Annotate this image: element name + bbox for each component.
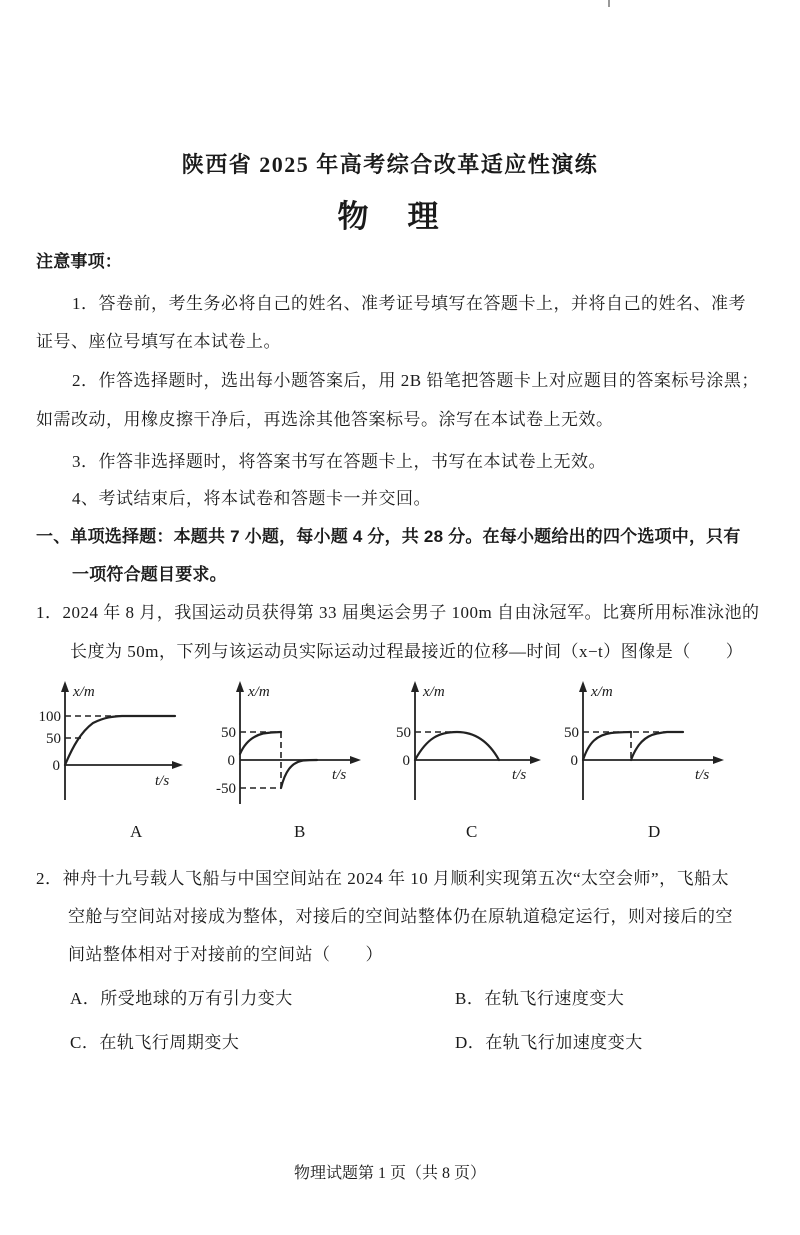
graph-a-xlabel: t/s (155, 773, 170, 789)
graph-a-curve (65, 716, 175, 765)
graph-a-tick-50: 50 (46, 731, 61, 747)
graph-label-d: D (648, 822, 661, 841)
graph-label-c: C (466, 822, 478, 841)
graph-c-xlabel: t/s (512, 767, 527, 783)
graph-a-x-arrow-icon (172, 761, 183, 769)
graph-b-curve-2 (281, 760, 317, 788)
graph-b-curve-1 (240, 732, 281, 754)
notice-line-3: 3．作答非选择题时，将答案书写在答题卡上，书写在本试卷上无效。 (72, 452, 606, 471)
graph-c-curve (415, 732, 499, 760)
graph-option-b (205, 678, 380, 810)
graph-c-x-arrow-icon (530, 756, 541, 764)
graph-d-tick-50: 50 (564, 725, 579, 741)
section1-heading-line2: 一项符合题目要求。 (72, 565, 227, 584)
notice-heading: 注意事项： (36, 252, 122, 271)
notice-line-1a: 1．答卷前，考生务必将自己的姓名、准考证号填写在答题卡上，并将自己的姓名、准考 (72, 294, 746, 313)
graph-b-x-arrow-icon (350, 756, 361, 764)
graph-c-y-arrow-icon (411, 681, 419, 692)
graph-d-ylabel: x/m (591, 684, 613, 700)
question2-option-b: B．在轨飞行速度变大 (455, 989, 625, 1008)
graph-d-xlabel: t/s (695, 767, 710, 783)
graph-b-y-arrow-icon (236, 681, 244, 692)
graph-b-tick-50: 50 (221, 725, 236, 741)
graph-a-tick-100: 100 (38, 709, 61, 725)
graph-a-tick-0: 0 (52, 758, 60, 774)
exam-title: 陕西省 2025 年高考综合改革适应性演练 (181, 152, 599, 177)
graph-d-curve-1 (583, 732, 631, 760)
question2-option-d: D．在轨飞行加速度变大 (455, 1033, 643, 1052)
graph-b-ylabel: x/m (248, 684, 270, 700)
section1-heading-line1: 一、单项选择题：本题共 7 小题，每小题 4 分，共 28 分。在每小题给出的四个选项中，只有 (36, 527, 741, 546)
graph-b-tick-neg50: -50 (216, 781, 236, 797)
graph-option-a (25, 678, 200, 810)
question1-line2: 长度为 50m，下列与该运动员实际运动过程最接近的位移—时间（x−t）图像是（ ） (70, 642, 744, 661)
graph-a-y-arrow-icon (61, 681, 69, 692)
graph-c-ylabel: x/m (423, 684, 445, 700)
graph-label-b: B (294, 822, 306, 841)
graph-a-ylabel: x/m (73, 684, 95, 700)
graph-label-a: A (130, 822, 143, 841)
page-footer: 物理试题第 1 页（共 8 页） (293, 1165, 486, 1182)
notice-line-1b: 证号、座位号填写在本试卷上。 (36, 332, 281, 351)
notice-line-4: 4、考试结束后，将本试卷和答题卡一并交回。 (72, 489, 431, 508)
question2-line2: 空舱与空间站对接成为整体，对接后的空间站整体仍在原轨道稳定运行，则对接后的空 (68, 907, 733, 926)
graph-c-tick-50: 50 (396, 725, 411, 741)
question1-line1: 1．2024 年 8 月，我国运动员获得第 33 届奥运会男子 100m 自由泳冠军。比赛所用标准泳池的 (36, 603, 760, 622)
graph-option-c (387, 678, 557, 810)
graph-c-tick-0: 0 (402, 753, 410, 769)
scan-artifact (608, 0, 610, 7)
graph-option-d (563, 678, 745, 810)
graph-d-tick-0: 0 (570, 753, 578, 769)
graph-b-tick-0: 0 (227, 753, 235, 769)
graph-d-curve-2 (631, 732, 683, 760)
graph-b-xlabel: t/s (332, 767, 347, 783)
question2-line1: 2．神舟十九号载人飞船与中国空间站在 2024 年 10 月顺利实现第五次“太空会师”，飞船太 (36, 869, 730, 888)
graph-d-x-arrow-icon (713, 756, 724, 764)
graph-d-y-arrow-icon (579, 681, 587, 692)
question2-option-c: C．在轨飞行周期变大 (70, 1033, 240, 1052)
question2-line3: 间站整体相对于对接前的空间站（ ） (68, 945, 383, 964)
notice-line-2a: 2．作答选择题时，选出每小题答案后，用 2B 铅笔把答题卡上对应题目的答案标号涂黑； (72, 371, 759, 390)
notice-line-2b: 如需改动，用橡皮擦干净后，再选涂其他答案标号。涂写在本试卷上无效。 (36, 410, 614, 429)
question2-option-a: A．所受地球的万有引力变大 (70, 989, 293, 1008)
subject-title: 物 理 (337, 199, 443, 234)
